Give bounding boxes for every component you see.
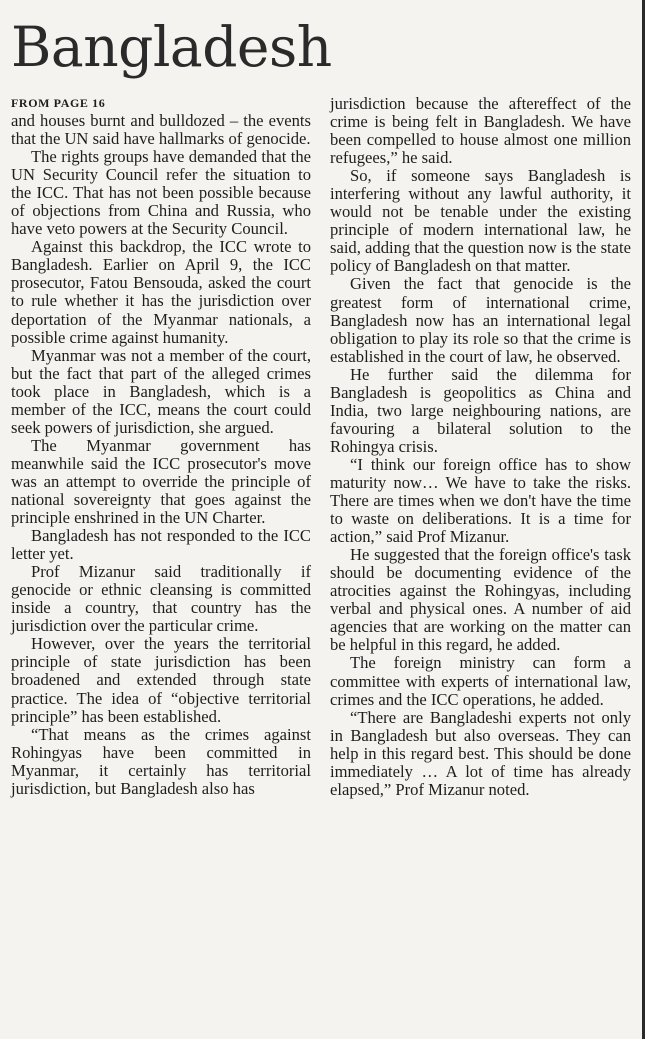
paragraph: He further said the dilemma for Bangladesh is geopolitics as China and India, two large neighbouring nations, are favouring a bilateral solution to the Rohingya crisis. — [330, 364, 631, 456]
paragraph: The rights groups have demanded that the UN Security Council refer the situation to the ICC. That has not been possible because of objections from China and Russia, who have veto powers at the Security Council. — [11, 147, 311, 239]
paragraph: “That means as the crimes against Rohingyas have been committed in Myanmar, it certainly has territorial jurisdiction, but Bangladesh also has — [11, 724, 311, 798]
left-column — [11, 95, 311, 798]
paragraph: Myanmar was not a member of the court, but the fact that part of the alleged crimes took place in Bangladesh, which is a member of the ICC, means the court could seek powers of jurisdiction, she argued. — [11, 345, 311, 437]
paragraph: Against this backdrop, the ICC wrote to Bangladesh. Earlier on April 9, the ICC prosecutor, Fatou Bensouda, asked the court to rule whether it has the jurisdiction over deportation of the Myanmar nationals, a possible crime against humanity. — [11, 237, 311, 347]
paragraph: The foreign ministry can form a committee with experts of international law, crimes and the ICC operations, he added. — [330, 653, 631, 709]
paragraph: “I think our foreign office has to show maturity now… We have to take the risks. There are times when we don't have the time to waste on deliberations. It is a time for action,” said Prof Mizanur. — [330, 454, 631, 547]
paragraph: So, if someone says Bangladesh is interfering without any lawful authority, it would not be tenable under the existing principle of modern international law, he said, adding that the question now is the state policy of Bangladesh on that matter. — [330, 166, 631, 276]
paragraph: Prof Mizanur said traditionally if genocide or ethnic cleansing is committed inside a country, that country has the jurisdiction over the particular crime. — [11, 562, 311, 636]
headline: Bangladesh — [11, 15, 332, 79]
paragraph: Given the fact that genocide is the greatest form of international crime, Bangladesh now has an international legal obligation to play its role so that the crime is established in the court of law, he observed. — [330, 274, 631, 366]
paragraph: “There are Bangladeshi experts not only in Bangladesh but also overseas. They can help in this regard best. This should be done immediately … A lot of time has already elapsed,” Prof Mizanur noted. — [330, 707, 631, 799]
paragraph: However, over the years the territorial principle of state jurisdiction has been broadened and extended through state practice. The idea of “objective territorial principle” has been established. — [11, 634, 311, 726]
paragraph: He suggested that the foreign office's task should be documenting evidence of the atrocities against the Rohingyas, including verbal and physical ones. A number of aid agencies that are working on the matter can be helpful in this regard, he added. — [330, 545, 631, 655]
paragraph: jurisdiction because the aftereffect of the crime is being felt in Bangladesh. We have been compelled to house almost one million refugees,” he said. — [330, 94, 631, 168]
paragraph: and houses burnt and bulldozed – the events that the UN said have hallmarks of genocide. — [11, 111, 311, 149]
from-page-label: FROM PAGE 16 — [11, 96, 106, 110]
right-column — [330, 95, 631, 799]
paragraph: The Myanmar government has meanwhile said the ICC prosecutor's move was an attempt to override the principle of national sovereignty that goes against the principle enshrined in the UN Charter. — [11, 435, 311, 528]
paragraph: Bangladesh has not responded to the ICC letter yet. — [11, 526, 311, 564]
